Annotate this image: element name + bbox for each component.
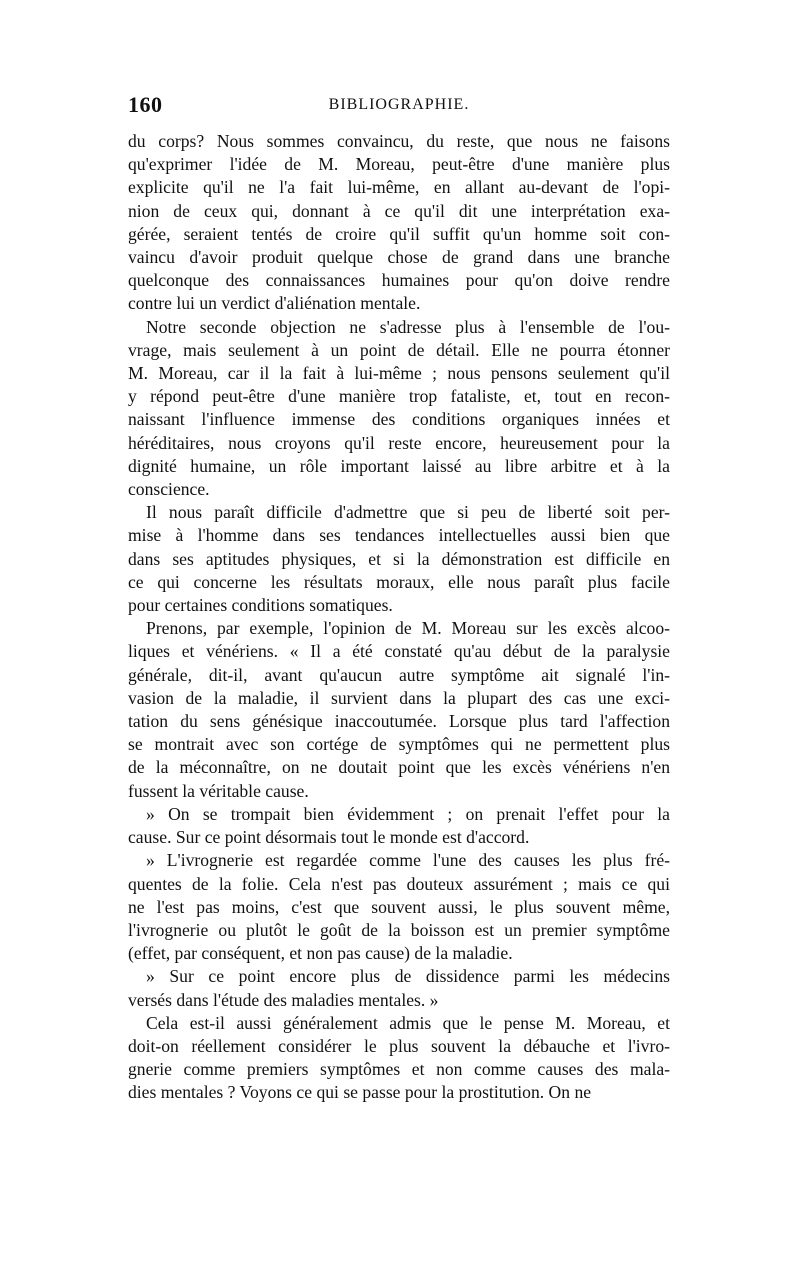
text-line: Notre seconde objection ne s'adresse plus à l'ensemble de l'ou-	[146, 316, 670, 337]
text-line: » On se trompait bien évidemment ; on prenait l'effet pour la	[146, 803, 670, 824]
text-line: vrage, mais seulement à un point de détail. Elle ne pourra étonner	[128, 339, 670, 360]
book-page	[128, 92, 670, 1105]
text-line: se montrait avec son cortége de symptômes qui ne permettent plus	[128, 734, 670, 755]
text-line: nion de ceux qui, donnant à ce qu'il dit une interprétation exa-	[128, 200, 670, 221]
text-line: y répond peut-être d'une manière trop fataliste, et, tout en recon-	[128, 386, 670, 407]
text-line: qu'exprimer l'idée de M. Moreau, peut-être d'une manière plus	[128, 154, 670, 175]
text-line: dans ses aptitudes physiques, et si la démonstration est difficile en	[128, 548, 670, 569]
text-line: » Sur ce point encore plus de dissidence parmi les médecins	[146, 966, 670, 987]
text-line: mise à l'homme dans ses tendances intellectuelles aussi bien que	[128, 525, 670, 546]
text-line: de la méconnaître, on ne doutait point que les excès vénériens n'en	[128, 757, 670, 778]
text-line: conscience.	[128, 479, 210, 500]
paragraph	[128, 316, 670, 502]
text-line: héréditaires, nous croyons qu'il reste encore, heureusement pour la	[128, 432, 670, 453]
paragraph	[128, 849, 670, 965]
text-line: » L'ivrognerie est regardée comme l'une des causes les plus fré-	[146, 850, 670, 871]
text-line: doit-on réellement considérer le plus souvent la débauche et l'ivro-	[128, 1035, 670, 1056]
paragraph	[128, 803, 670, 849]
text-line: pour certaines conditions somatiques.	[128, 595, 393, 616]
text-line: Cela est-il aussi généralement admis que le pense M. Moreau, et	[146, 1012, 670, 1033]
paragraph	[128, 1012, 670, 1105]
text-line: contre lui un verdict d'aliénation mentale.	[128, 293, 421, 314]
text-line: générale, dit-il, avant qu'aucun autre symptôme ait signalé l'in-	[128, 664, 670, 685]
text-line: cause. Sur ce point désormais tout le monde est d'accord.	[128, 827, 530, 848]
page-header	[128, 92, 670, 122]
text-line: du corps? Nous sommes convaincu, du reste, que nous ne faisons	[128, 131, 670, 151]
running-head: BIBLIOGRAPHIE.	[328, 96, 470, 113]
text-line: versés dans l'étude des maladies mentales. »	[128, 989, 439, 1010]
text-line: Prenons, par exemple, l'opinion de M. Moreau sur les excès alcoo-	[146, 618, 670, 639]
paragraph	[128, 130, 670, 316]
text-line: naissant l'influence immense des conditions organiques innées et	[128, 409, 670, 430]
text-line: l'ivrognerie ou plutôt le goût de la boisson est un premier symptôme	[128, 919, 670, 940]
text-line: (effet, par conséquent, et non pas cause) de la maladie.	[128, 943, 513, 964]
text-line: gnerie comme premiers symptômes et non comme causes des mala-	[128, 1059, 670, 1080]
text-line: quelconque des connaissances humaines pour qu'on doive rendre	[128, 270, 670, 291]
text-line: dignité humaine, un rôle important laissé au libre arbitre et à la	[128, 455, 670, 476]
body-text	[128, 130, 670, 1105]
page-number: 160	[128, 92, 163, 117]
paragraph	[128, 617, 670, 803]
text-line: ce qui concerne les résultats moraux, elle nous paraît plus facile	[128, 571, 670, 592]
text-line: gérée, seraient tentés de croire qu'il suffit qu'un homme soit con-	[128, 223, 670, 244]
text-line: quentes de la folie. Cela n'est pas douteux assurément ; mais ce qui	[128, 873, 670, 894]
text-line: explicite qu'il ne l'a fait lui-même, en allant au-devant de l'opi-	[128, 177, 670, 198]
text-line: dies mentales ? Voyons ce qui se passe pour la prostitution. On ne	[128, 1082, 592, 1103]
text-line: tation du sens génésique inaccoutumée. Lorsque plus tard l'affection	[128, 711, 670, 732]
paragraph	[128, 965, 670, 1011]
text-line: ne l'est pas moins, c'est que souvent aussi, le plus souvent même,	[128, 896, 670, 917]
text-line: vasion de la maladie, il survient dans la plupart des cas une exci-	[128, 687, 670, 708]
text-line: fussent la véritable cause.	[128, 780, 309, 801]
text-line: liques et vénériens. « Il a été constaté qu'au début de la paralysie	[128, 641, 670, 662]
text-line: vaincu d'avoir produit quelque chose de grand dans une branche	[128, 247, 670, 268]
paragraph	[128, 501, 670, 617]
text-line: Il nous paraît difficile d'admettre que si peu de liberté soit per-	[146, 502, 670, 523]
text-line: M. Moreau, car il la fait à lui-même ; nous pensons seulement qu'il	[128, 363, 670, 384]
